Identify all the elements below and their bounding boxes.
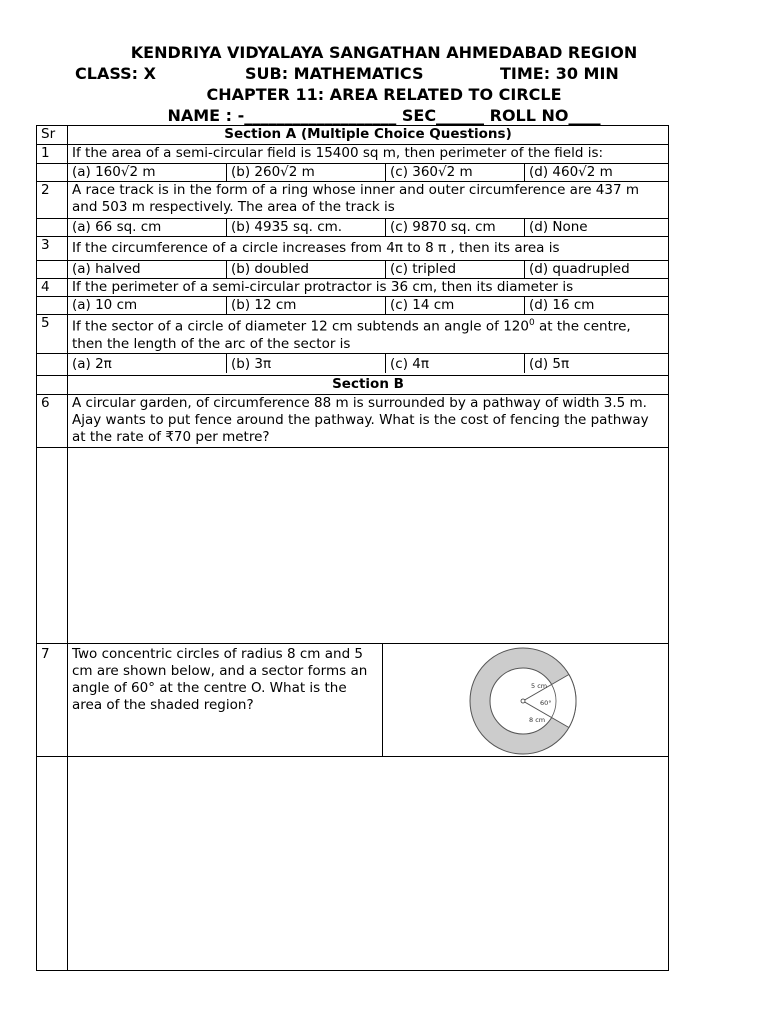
option-b: (b) 3π [227,354,386,373]
class-label: CLASS: X [75,64,156,83]
label-8cm: 8 cm [529,715,546,724]
question-text: Two concentric circles of radius 8 cm and 5 cm are shown below, and a sector forms an angle of 60° at the centre O. What is the area of the shaded region? [68,644,383,756]
option-d: (d) 460√2 m [529,164,613,180]
question-number: 5 [37,315,68,354]
label-5cm: 5 cm [531,681,548,690]
question-text: A circular garden, of circumference 88 m is surrounded by a pathway of width 3.5 m. Ajay wants to put fence around the pathway. What is the cost of fencing the pathway at the rate of ₹70 per metre? [68,394,669,447]
time-label: TIME: 30 MIN [500,64,619,83]
option-b: (b) doubled [227,261,386,278]
question-number: 3 [37,237,68,261]
option-d: (d) 5π [529,355,570,372]
option-c: (c) 9870 sq. cm [386,219,525,236]
option-a: (a) 10 cm [68,297,227,314]
name-line: NAME : -___________________ SEC______ ROLL NO____ [167,106,601,125]
options-row [68,219,668,236]
option-a: (a) 66 sq. cm [68,219,227,236]
question-text: If the perimeter of a semi-circular protractor is 36 cm, then its diameter is [68,279,669,297]
options-row [68,297,668,314]
option-b: (b) 260√2 m [227,164,386,181]
concentric-circles-figure [383,644,668,756]
question-table [36,125,669,971]
option-c: (c) 4π [386,354,525,373]
options-row [68,261,668,278]
answer-space [68,447,669,643]
options-row [68,164,668,181]
question-number: 4 [37,279,68,297]
option-a: (a) 2π [68,354,227,373]
option-b: (b) 4935 sq. cm. [227,219,386,236]
question-text: A race track is in the form of a ring whose inner and outer circumference are 437 m and 503 m respectively. The area of the track is [68,182,669,219]
option-a: (a) halved [68,261,227,278]
subject-label: SUB: MATHEMATICS [245,64,424,83]
section-a-heading: Section A (Multiple Choice Questions) [68,126,669,145]
options-row [68,354,668,373]
centre-point [521,699,525,703]
question-number: 2 [37,182,68,219]
question-text: If the area of a semi-circular field is 15400 sq m, then perimeter of the field is: [68,145,669,164]
sr-header: Sr [37,126,68,145]
question-text: If the sector of a circle of diameter 12 cm subtends an angle of $120^0$ at the centre, then the length of the arc of the sector is [68,315,669,354]
option-d: (d) 16 cm [529,297,595,313]
option-b: (b) 12 cm [227,297,386,314]
school-title: KENDRIYA VIDYALAYA SANGATHAN AHMEDABAD REGION [130,43,638,62]
question-number: 6 [37,394,68,447]
answer-space [68,756,669,970]
question-number: 7 [37,643,68,756]
chapter-title: CHAPTER 11: AREA RELATED TO CIRCLE [206,85,562,104]
option-d: (d) quadrupled [529,261,630,277]
question-number: 1 [37,145,68,164]
option-d: (d) None [529,219,588,235]
option-a: (a) 160√2 m [68,164,227,181]
option-c: (c) tripled [386,261,525,278]
label-60deg: 60° [540,698,552,707]
section-b-heading: Section B [68,375,669,394]
option-c: (c) 14 cm [386,297,525,314]
option-c: (c) 360√2 m [386,164,525,181]
question-text: If the circumference of a circle increases from 4π to 8 π , then its area is [68,237,669,261]
